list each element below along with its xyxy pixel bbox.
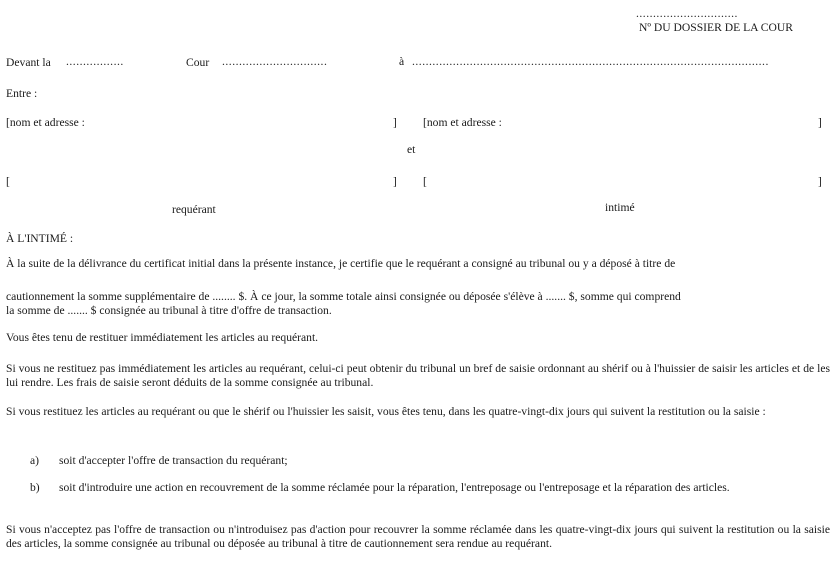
refund-paragraph: Si vous n'acceptez pas l'offre de transaction ou n'introduisez pas d'action pour recouvrer la somme réclamée dans les quatre-vingt-dix jours qui suivent la restitution ou la saisie des articles, la somme consignée au tribunal ou déposée au tribunal à titre de cautionnement sera rendue au requérant. xyxy=(6,523,830,550)
court-line-cour: Cour xyxy=(186,56,210,69)
certificate-paragraph-line-3: la somme de ....... $ consignée au tribunal à titre d'offre de transaction. xyxy=(6,304,332,317)
respondent-bracket-close-2: ] xyxy=(818,175,822,188)
court-line-a: à xyxy=(399,55,405,68)
and-label: et xyxy=(407,143,416,156)
item-b-text: soit d'introduire une action en recouvrement de la somme réclamée pour la réparation, l'entreposage ou l'entreposage et la réparation des articles. xyxy=(59,481,730,494)
certificate-paragraph-line-2: cautionnement la somme supplémentaire de ........ $. À ce jour, la somme totale ainsi consignée ou déposée s'élève à ....... $, somme qui comprend xyxy=(6,290,681,303)
respondent-name-address-label: [nom et adresse : xyxy=(423,116,502,129)
item-a-label: a) xyxy=(30,454,40,467)
certificate-paragraph-line-1: À la suite de la délivrance du certificat initial dans la présente instance, je certifie que le requérant a consigné au tribunal ou y a déposé à titre de xyxy=(6,257,676,270)
item-a-text: soit d'accepter l'offre de transaction du requérant; xyxy=(59,454,288,467)
docket-number-blank[interactable]: .............................. xyxy=(636,7,738,20)
docket-number-label: Nº DU DOSSIER DE LA COUR xyxy=(639,21,794,34)
court-line-devant: Devant la xyxy=(6,56,51,69)
respondent-role-label: intimé xyxy=(605,201,635,214)
applicant-bracket-close-2: ] xyxy=(393,175,397,188)
between-label: Entre : xyxy=(6,87,38,100)
addressee-heading: À L'INTIMÉ : xyxy=(6,232,74,245)
applicant-name-address-label: [nom et adresse : xyxy=(6,116,85,129)
court-name-blank[interactable]: ................. xyxy=(66,55,124,68)
ninety-days-paragraph: Si vous restituez les articles au requérant ou que le shérif ou l'huissier les saisit, vous êtes tenu, dans les quatre-vingt-dix jours qui suivent la restitution ou la saisie : xyxy=(6,405,766,418)
applicant-bracket-open-2: [ xyxy=(6,175,10,188)
court-location-blank[interactable]: ......................................................................................................... xyxy=(412,55,769,68)
court-type-blank[interactable]: ............................... xyxy=(222,55,328,68)
return-articles-paragraph: Vous êtes tenu de restituer immédiatement les articles au requérant. xyxy=(6,331,319,344)
applicant-bracket-close: ] xyxy=(393,116,397,129)
respondent-bracket-open-2: [ xyxy=(423,175,427,188)
applicant-role-label: requérant xyxy=(172,203,216,216)
respondent-bracket-close: ] xyxy=(818,116,822,129)
writ-of-seizure-paragraph: Si vous ne restituez pas immédiatement les articles au requérant, celui-ci peut obtenir du tribunal un bref de saisie ordonnant au shérif ou à l'huissier de saisir les articles et de les lui rendre. Les frais de saisie seront déduits de la somme consignée au tribunal. xyxy=(6,362,830,389)
item-b-label: b) xyxy=(30,481,40,494)
